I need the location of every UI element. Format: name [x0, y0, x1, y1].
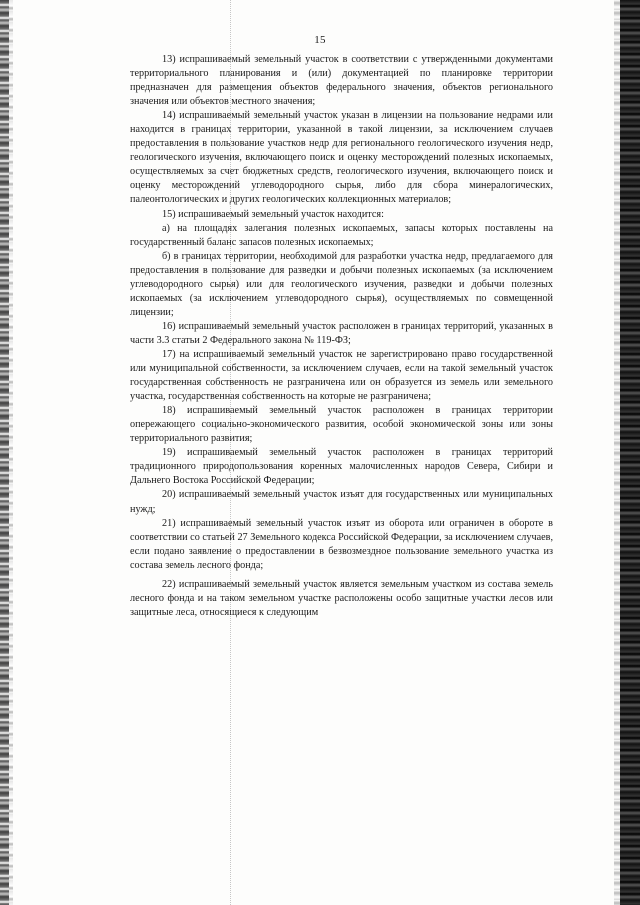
scan-edge-left: [0, 0, 9, 905]
paragraph-17: 17) на испрашиваемый земельный участок не зарегистрировано право государственной или муниципальной собственности, за исключением случаев, если на такой земельный участок государственная собственность не разграничена или он образуется из земель или земельного участка, государственная собственность на которые не разграничена;: [130, 348, 553, 403]
paragraph-15: 15) испрашиваемый земельный участок находится:: [162, 208, 384, 220]
paragraph-18: 18) испрашиваемый земельный участок расположен в границах территории опережающего социально-экономического развития, особой экономической зоны или зоны территориального развития;: [130, 405, 553, 445]
paragraph-22: 22) испрашиваемый земельный участок является земельным участком из состава земель лесного фонда и на таком земельном участке расположены особо защитные участки лесов или защитные леса, относящиеся к следующим: [130, 578, 553, 618]
paragraph-15a: а) на площадях залегания полезных ископаемых, запасы которых поставлены на государственный баланс запасов полезных ископаемых;: [130, 222, 553, 248]
paragraph-20: 20) испрашиваемый земельный участок изъят для государственных или муниципальных нужд;: [130, 489, 553, 515]
page-number: 15: [314, 34, 326, 46]
paragraph-19: 19) испрашиваемый земельный участок расположен в границах территорий традиционного природопользования коренных малочисленных народов Севера, Сибири и Дальнего Востока Российской Федерации;: [130, 447, 553, 487]
paragraph-14: 14) испрашиваемый земельный участок указан в лицензии на пользование недрами или находится в границах территории, указанной в такой лицензии, за исключением случаев предоставления в пользование участков недр для регионального геологического изучения недр, геологического изучения, включающего поиск и оценку месторождений полезных ископаемых, осуществляемых за счет бюджетных средств, геологического изучения, включающего поиск и оценку месторождений углеводородного сырья, либо для сбора минералогических, палеонтологических и других геологических коллекционных материалов;: [130, 110, 553, 206]
paragraph-13: 13) испрашиваемый земельный участок в соответствии с утвержденными документами территориального планирования и (или) документацией по планировке территории предназначен для размещения объектов федерального значения, объектов регионального значения или объектов местного значения;: [130, 54, 553, 108]
document-body: [130, 53, 553, 620]
paragraph-21: 21) испрашиваемый земельный участок изъят из оборота или ограничен в обороте в соответствии со статьей 27 Земельного кодекса Российской Федерации, за исключением случаев, если подано заявление о предоставлении в безвозмездное пользование земельного участка из состава земель лесного фонда;: [130, 517, 553, 571]
scan-edge-left-shadow: [9, 0, 13, 905]
paragraph-15b: б) в границах территории, необходимой для разработки участка недр, предлагаемого для предоставления в пользование для разведки и добычи полезных ископаемых (за исключением углеводородного сырья) или для геологического изучения, разведки и добычи полезных ископаемых (за исключением углеводородного сырья), осуществляемых по совмещенной лицензии;: [130, 250, 553, 318]
paragraph-16: 16) испрашиваемый земельный участок расположен в границах территорий, указанных в части 3.3 статьи 2 Федерального закона № 119-ФЗ;: [130, 320, 553, 346]
scan-edge-right: [620, 0, 640, 905]
